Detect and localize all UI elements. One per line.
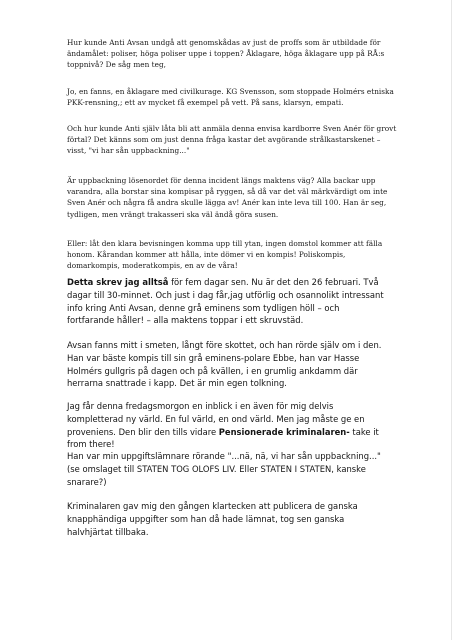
paragraph-3: Och hur kunde Anti själv låta bli att anmäla denna envisa kardborre Sven Anér för grovt förtal? Det känns som om just denna fråga kastar det avgörande strålkastarskenet – visst, "vi har sån uppbackning...": [67, 124, 397, 156]
paragraph-7: Avsan fanns mitt i smeten, långt före skottet, och han rörde själv om i den. Han var bäste kompis till sin grå eminens-polare Ebbe, han var Hasse Holmérs gullgris på dagen och på kvällen, i en grumlig ankdamm där herrarna snattrade i kapp. Det är min egen tolkning.: [67, 340, 382, 389]
paragraph-8-end: take it from there!: [67, 426, 379, 450]
paragraph-8: [67, 400, 427, 451]
paragraph-10: Kriminalaren gav mig den gången klartecken att publicera de ganska knapphändiga uppgifter som han då hade lämnat, tog sen ganska halvhjärtat tillbaka.: [67, 501, 358, 537]
paragraph-4: Är uppbackning lösenordet för denna incident längs maktens väg? Alla backar upp varandra, alla borstar sina kompisar på ryggen, så då var det väl märkvärdigt om inte Sven Anér och några få andra skulle lägga av! Anér kan inte leva till 100. Han är seg, tydligen, men vrängt trakasseri ska väl ändå göra susen.: [67, 176, 388, 219]
paragraph-5: Eller: låt den klara bevisningen komma upp till ytan, ingen domstol kommer att fälla honom. Kårandan kommer att hålla, inte dömer vi en kompis! Poliskompis, domarkompis, moderatkompis, en av de våra!: [67, 239, 383, 271]
paragraph-1: Hur kunde Anti Avsan undgå att genomskådas av just de proffs som är utbildade för ändamålet: poliser, höga poliser uppe i toppen? Åklagare, höga åklagare upp på RÅ:s toppnivå? De såg men teg,: [67, 38, 385, 70]
paragraph-9: Han var min uppgiftslämnare rörande "...nä, nä, vi har sån uppbackning..." (se omslaget till STATEN TOG OLOFS LIV. Eller STATEN I STATEN, kanske snarare?): [67, 451, 381, 487]
paragraph-6-rest: för fem dagar sen. Nu är det den 26 februari. Två dagar till 30-minnet. Och just i dag får,jag utförlig och osannolikt intressant info kring Anti Avsan, denne grå eminens som tydligen höll – och fortfarande håller! – alla maktens toppar i ett skruvstäd.: [67, 277, 384, 326]
paragraph-8-start: Jag får denna fredagsmorgon en inblick i en även för mig delvis kompletterad ny värld. En ful värld, en ond värld. Men jag måste ge en proveniens. Den blir den tills vidare: [67, 401, 365, 437]
paragraph-6: [67, 276, 427, 327]
paragraph-2: Jo, en fanns, en åklagare med civilkurage. KG Svensson, som stoppade Holmérs etniska PKK-rensning,; ett av mycket få exempel på vett. På sans, klarsyn, empati.: [67, 87, 394, 108]
paragraph-6-lead: Detta skrev jag alltså: [67, 277, 169, 287]
paragraph-8-bold: Pensionerade kriminalaren-: [218, 426, 350, 437]
